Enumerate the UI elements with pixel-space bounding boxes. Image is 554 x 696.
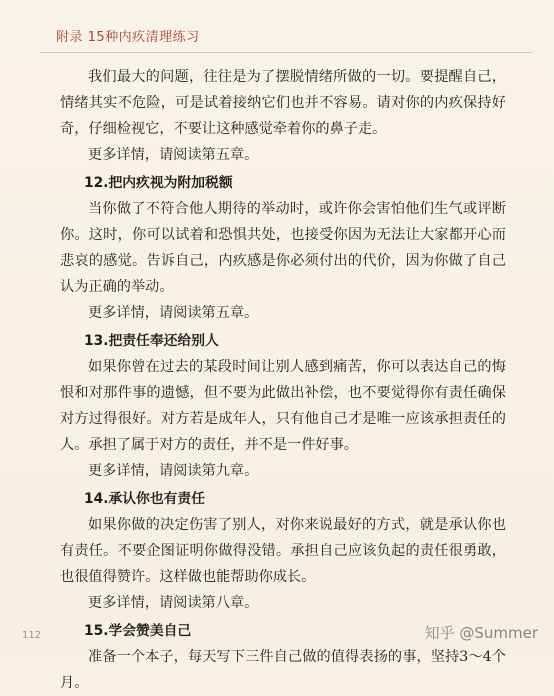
section-more-14: 更多详情，请阅读第八章。 [88, 595, 259, 611]
section-body-14: 如果你做的决定伤害了别人，对你来说最好的方式，就是承认你也有责任。不要企图证明你做得没错。承担自己应该负起的责任很勇敢，也很值得赞许。这样做也能帮助你成长。 [60, 517, 506, 585]
intro-paragraph: 我们最大的问题，往往是为了摆脱情绪所做的一切。要提醒自己，情绪其实不危险，可是试着接纳它们也并不容易。请对你的内疚保持好奇，仔细检视它，不要让这种感觉牵着你的鼻子走。 [60, 69, 506, 137]
section-heading-15: 15.学会赞美自己 [84, 623, 192, 639]
page-number: 112 [22, 630, 42, 641]
section-body-12: 当你做了不符合他人期待的举动时，或许你会害怕他们生气或评断你。这时，你可以试着和恐惧共处，也接受你因为无法让大家都开心而悲哀的感觉。告诉自己，内疚感是你必须付出的代价，因为你做了自己认为正确的举动。 [60, 201, 506, 295]
intro-more-details: 更多详情，请阅读第五章。 [88, 147, 259, 163]
section-heading-14: 14.承认你也有责任 [84, 491, 206, 507]
section-body-15: 准备一个本子，每天写下三件自己做的值得表扬的事，坚持3～4个月。 [60, 649, 506, 691]
page-content [60, 64, 506, 696]
section-heading-12: 12.把内疚视为附加税额 [84, 175, 233, 191]
section-more-12: 更多详情，请阅读第五章。 [88, 305, 259, 321]
section-body-13: 如果你曾在过去的某段时间让别人感到痛苦，你可以表达自己的悔恨和对那件事的遗憾，但不要为此做出补偿，也不要觉得你有责任确保对方过得很好。对方若是成年人，只有他自己才是唯一应该承担责任的人。承担了属于对方的责任，并不是一件好事。 [60, 359, 506, 453]
section-heading-13: 13.把责任奉还给别人 [84, 333, 219, 349]
running-header: 附录 15种内疚清理练习 [56, 30, 200, 45]
zhihu-watermark: 知乎 @Summer [424, 624, 538, 642]
header-divider [40, 52, 532, 53]
section-more-13: 更多详情，请阅读第九章。 [88, 463, 259, 479]
